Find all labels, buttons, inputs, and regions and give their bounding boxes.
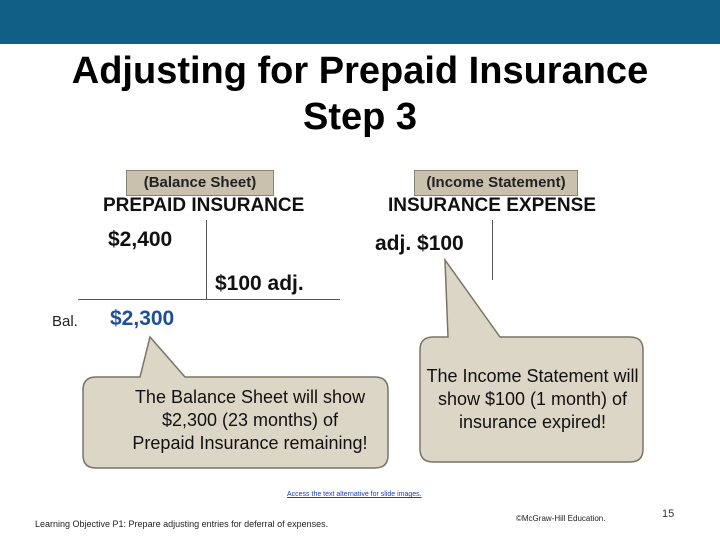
alt-text-link[interactable]: Access the text alternative for slide images. xyxy=(287,491,422,498)
learning-objective: Learning Objective P1: Prepare adjusting entries for deferral of expenses. xyxy=(35,519,329,529)
title-line-1: Adjusting for Prepaid Insurance xyxy=(71,50,649,92)
prepaid-debit-amount: $2,400 xyxy=(108,228,173,251)
expense-debit-amount: adj. $100 xyxy=(375,232,464,255)
balance-label: Bal. xyxy=(52,313,78,330)
income-statement-tag: (Income Statement) xyxy=(414,170,578,196)
copyright: ©McGraw-Hill Education. xyxy=(516,514,606,523)
prepaid-balance-rule xyxy=(78,299,340,300)
balance-sheet-callout-text: The Balance Sheet will show $2,300 (23 months) of Prepaid Insurance remaining! xyxy=(132,387,368,453)
prepaid-t-account-vertical xyxy=(206,220,207,300)
page-number: 15 xyxy=(662,508,675,520)
income-statement-callout-text: The Income Statement will show $100 (1 month) of insurance expired! xyxy=(426,366,639,432)
alt-text-link-wrap xyxy=(287,488,422,498)
prepaid-credit-amount: $100 adj. xyxy=(215,272,304,295)
title-line-2: Step 3 xyxy=(302,96,418,138)
expense-t-account-vertical xyxy=(492,220,493,280)
prepaid-balance-amount: $2,300 xyxy=(110,307,175,330)
balance-sheet-tag: (Balance Sheet) xyxy=(126,170,274,196)
insurance-expense-account-title: INSURANCE EXPENSE xyxy=(388,195,596,216)
prepaid-insurance-account-title: PREPAID INSURANCE xyxy=(103,195,305,216)
